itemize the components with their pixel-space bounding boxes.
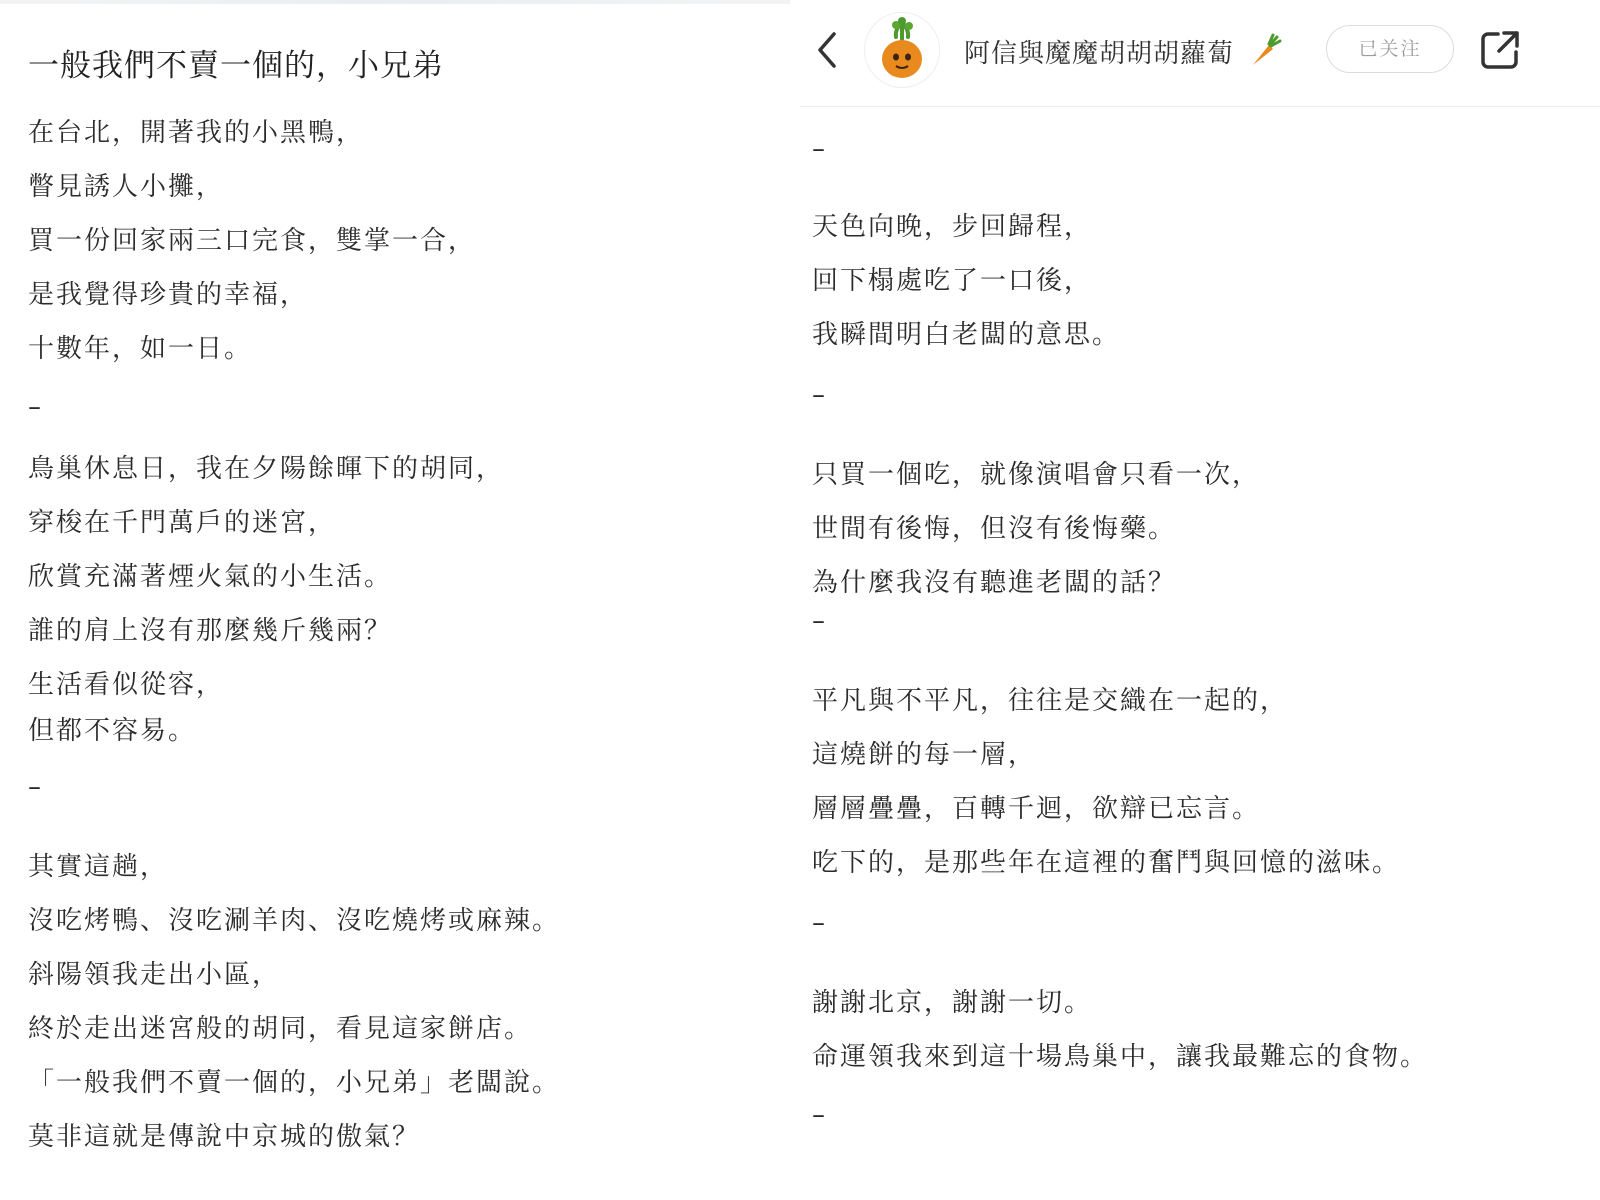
carrot-character-avatar <box>865 13 939 87</box>
right-article-pane <box>800 0 1600 1200</box>
article-line: 但都不容易。 <box>28 716 197 746</box>
article-line: 謝謝北京，謝謝一切。 <box>812 988 1093 1018</box>
article-line: 鳥巢休息日，我在夕陽餘暉下的胡同， <box>28 454 505 484</box>
article-line: 生活看似從容， <box>28 670 225 700</box>
article-line: 誰的肩上沒有那麼幾斤幾兩？ <box>28 616 393 646</box>
follow-button[interactable]: 已关注 <box>1326 25 1454 73</box>
post-header <box>800 0 1600 106</box>
article-line: 穿梭在千門萬戶的迷宮， <box>28 508 337 538</box>
section-divider-dash: – <box>812 606 827 636</box>
author-name-text: 阿信與魔魔胡胡胡蘿蔔 <box>964 39 1235 69</box>
article-line: 十數年，如一日。 <box>28 334 253 364</box>
article-line: 世間有後悔，但沒有後悔藥。 <box>812 514 1177 544</box>
article-line: 「一般我們不賣一個的，小兄弟」老闆說。 <box>28 1068 561 1098</box>
author-name[interactable] <box>964 33 1283 76</box>
article-line: 我瞬間明白老闆的意思。 <box>812 320 1121 350</box>
article-line: 為什麼我沒有聽進老闆的話？ <box>812 568 1177 598</box>
left-article-pane <box>0 0 790 1200</box>
section-divider-dash: – <box>28 772 43 802</box>
carrot-emoji-icon <box>1247 33 1283 76</box>
back-button[interactable] <box>808 28 848 72</box>
article-line: 天色向晚，步回歸程， <box>812 212 1093 242</box>
article-line: 在台北，開著我的小黑鴨， <box>28 118 365 148</box>
article-line: 命運領我來到這十場鳥巢中，讓我最難忘的食物。 <box>812 1042 1429 1072</box>
section-divider-dash: – <box>812 134 827 164</box>
article-line: 斜陽領我走出小區， <box>28 960 281 990</box>
avatar[interactable] <box>864 12 940 88</box>
share-button[interactable] <box>1478 28 1522 72</box>
article-line: 這燒餅的每一層， <box>812 740 1037 770</box>
top-strip <box>0 0 790 4</box>
chevron-left-icon <box>808 28 848 72</box>
article-line: 平凡與不平凡，往往是交織在一起的， <box>812 686 1289 716</box>
header-divider <box>800 106 1600 107</box>
article-line: 莫非這就是傳說中京城的傲氣？ <box>28 1122 421 1152</box>
article-line: 回下榻處吃了一口後， <box>812 266 1093 296</box>
article-line: 買一份回家兩三口完食，雙掌一合， <box>28 226 477 256</box>
section-divider-dash: – <box>28 392 43 422</box>
article-line: 只買一個吃，就像演唱會只看一次， <box>812 460 1261 490</box>
section-divider-dash: – <box>812 380 827 410</box>
section-divider-dash: – <box>812 908 827 938</box>
post-title: 一般我們不賣一個的，小兄弟 <box>28 48 444 84</box>
article-line: 其實這趟， <box>28 852 169 882</box>
article-line: 瞥見誘人小攤， <box>28 172 225 202</box>
article-line: 吃下的，是那些年在這裡的奮鬥與回憶的滋味。 <box>812 848 1401 878</box>
article-line: 欣賞充滿著煙火氣的小生活。 <box>28 562 393 592</box>
section-divider-dash: – <box>812 1100 827 1130</box>
article-line: 是我覺得珍貴的幸福， <box>28 280 309 310</box>
article-line: 沒吃烤鴨、沒吃涮羊肉、沒吃燒烤或麻辣。 <box>28 906 561 936</box>
article-line: 終於走出迷宮般的胡同，看見這家餅店。 <box>28 1014 533 1044</box>
share-external-icon <box>1478 28 1522 72</box>
article-line: 層層疊疊，百轉千迴，欲辯已忘言。 <box>812 794 1261 824</box>
